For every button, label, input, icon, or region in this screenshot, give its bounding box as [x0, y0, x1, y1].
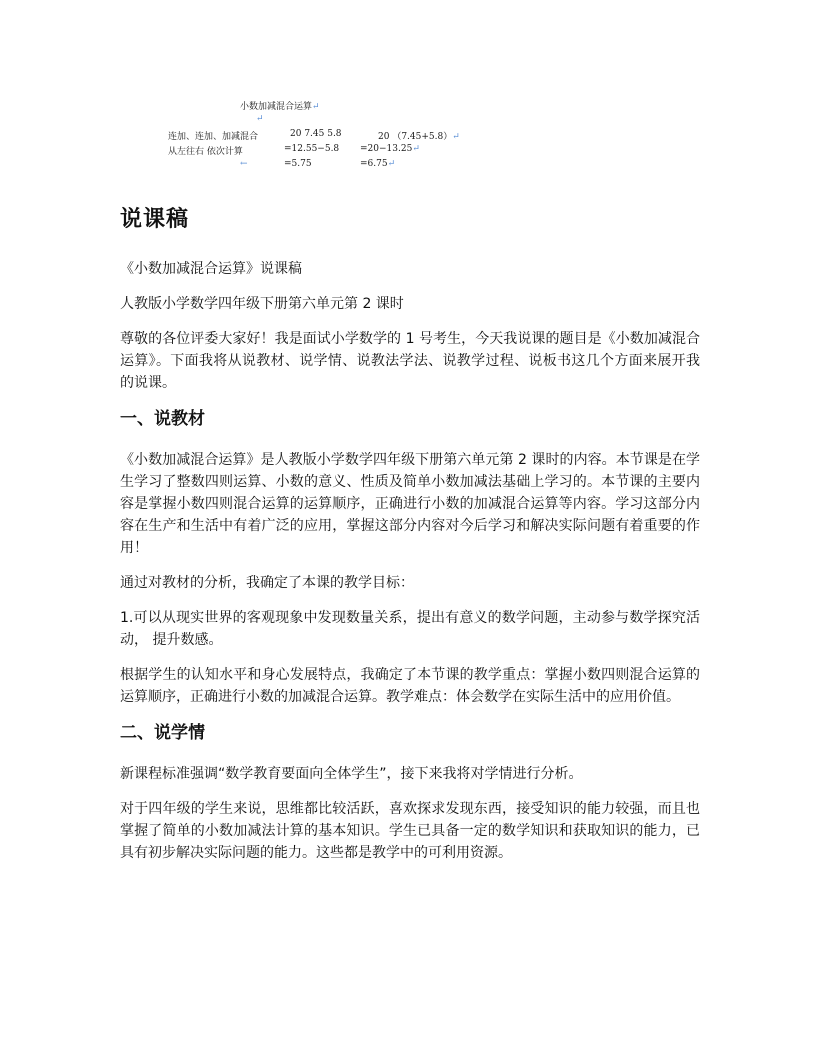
- board-expr1-step2: =5.75: [284, 159, 312, 169]
- section-heading-students: 二、说学情: [120, 723, 205, 743]
- textbook-info-line: 人教版小学数学四年级下册第六单元第 2 课时: [120, 296, 404, 312]
- section-heading-textbook: 一、说教材: [120, 409, 205, 429]
- board-expr2-step2: =6.75↵: [360, 159, 396, 169]
- goal-item-1: 1.可以从现实世界的客观现象中发现数量关系，提出有意义的数学问题，主动参与数学探究活动， 提升数感。: [120, 610, 700, 648]
- students-intro-paragraph: 新课程标准强调“数学教育要面向全体学生”，接下来我将对学情进行分析。: [120, 766, 583, 782]
- board-title: 小数加减混合运算↵: [240, 102, 320, 112]
- board-rule-line2: 从左往右 依次计算: [168, 147, 243, 157]
- students-analysis-paragraph: 对于四年级的学生来说，思维都比较活跃，喜欢探求发现东西，接受知识的能力较强，而且也掌握了简单的小数加减法计算的基本知识。学生已具备一定的数学知识和获取知识的能力，已具有初步解决实际问题的能力。这些都是教学中的可利用资源。: [120, 801, 700, 861]
- blackboard-image: [120, 93, 460, 177]
- board-expr2: 20 （7.45+5.8）↵: [378, 132, 460, 142]
- textbook-paragraph: 《小数加减混合运算》是人教版小学数学四年级下册第六单元第 2 课时的内容。本节课是在学生学习了整数四则运算、小数的意义、性质及简单小数加减法基础上学习的。本节课的主要内容是掌握小数四则混合运算的运算顺序，正确进行小数的加减混合运算等内容。学习这部分内容在生产和生活中有着广泛的应用，掌握这部分内容对今后学习和解决实际问题有着重要的作用！: [120, 452, 700, 556]
- goals-intro-paragraph: 通过对教材的分析，我确定了本课的教学目标：: [120, 575, 414, 591]
- document-body: [120, 258, 700, 877]
- page-title: 说课稿: [120, 207, 190, 232]
- board-arrow: ←: [240, 159, 248, 169]
- board-expr1: 20 7.45 5.8: [290, 129, 342, 139]
- key-points-paragraph: 根据学生的认知水平和身心发展特点，我确定了本节课的教学重点：掌握小数四则混合运算的运算顺序，正确进行小数的加减混合运算。教学难点：体会数学在实际生活中的应用价值。: [120, 667, 700, 705]
- board-expr2-step1: =20−13.25↵: [360, 144, 420, 154]
- board-mark: ↵: [256, 114, 264, 124]
- board-expr1-step1: =12.55−5.8: [284, 144, 340, 154]
- lesson-title-line: 《小数加减混合运算》说课稿: [120, 261, 302, 277]
- intro-paragraph: 尊敬的各位评委大家好！我是面试小学数学的 1 号考生，今天我说课的题目是《小数加减混合运算》。下面我将从说教材、说学情、说教法学法、说教学过程、说板书这几个方面来展开我的说课。: [120, 331, 700, 391]
- board-rule-line1: 连加、连加、加减混合: [168, 132, 259, 142]
